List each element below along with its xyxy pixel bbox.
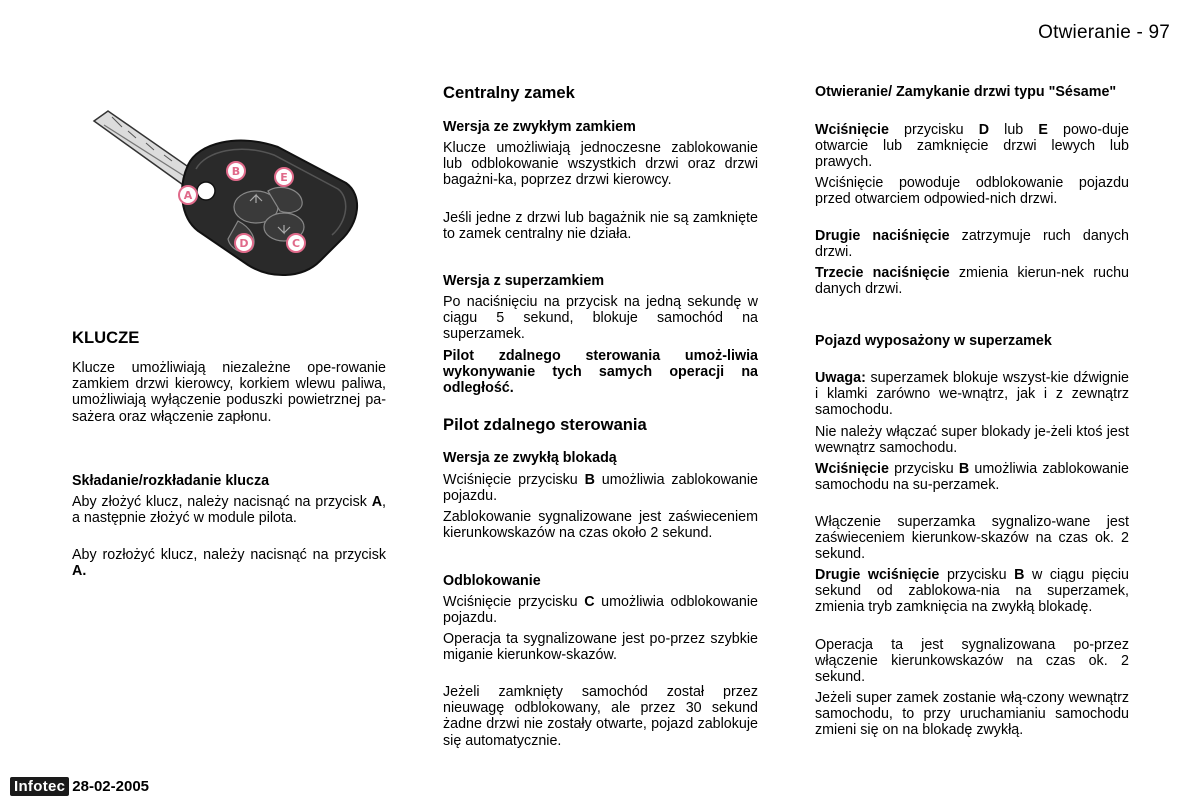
text-run: Wciśnięcie [815,461,889,477]
text-run: Aby rozłożyć klucz, należy nacisnąć na przycisk [72,547,386,563]
text-run: przycisku [939,567,1015,583]
remote-p2: Zablokowanie sygnalizowane jest zaświeceniem kierunkowskazów na czas około 2 sekund. [443,509,758,542]
text-run: przycisku [888,122,979,138]
text-run: zmienia kierun-nek ruchu danych drzwi. [815,265,1129,298]
fold-button-a [197,182,215,200]
remote-p1 [443,472,758,504]
superlock-version-p2: Pilot zdalnego sterowania umoż-liwia wykonywanie tych samych operacji na odległość. [443,348,758,397]
callout-c-letter: C [291,237,301,250]
text-run: Wciśnięcie przycisku [443,594,585,610]
remote-p3 [443,594,758,626]
superlock-equipped-title: Pojazd wyposażony w superzamek [815,333,1052,349]
sesame-p1 [815,122,1129,171]
text-run: umożliwia zablokowanie samochodu na su-perzamek. [815,461,1130,494]
print-date: 28-02-2005 [72,777,150,795]
remote-p5: Jeżeli zamknięty samochód został przez nieuwagę odblokowany, ale przez 30 sekund żadne drzwi nie zostały otwarte, pojazd zablokuje się automatycznie. [443,684,758,749]
text-run: , a następnie złożyć w module pilota. [72,494,386,527]
superlock-p5 [815,567,1129,616]
unlock-title: Odblokowanie [443,573,541,589]
text-run: Drugie naciśnięcie [815,228,950,244]
text-run: umożliwia zablokowanie pojazdu. [443,472,758,505]
callout-e-letter: E [280,171,288,184]
text-run: Aby złożyć klucz, należy nacisnąć na przycisk [72,494,372,510]
superlock-p2: Nie należy włączać super blokady je-żeli ktoś jest wewnątrz samochodu. [815,424,1129,457]
fold-paragraph-1 [72,494,386,526]
superlock-p3 [815,461,1129,493]
button-letter: A. [72,563,87,580]
text-run: lub [989,122,1039,138]
footer [10,776,149,796]
callout-d-letter: D [239,237,249,250]
fold-paragraph-2 [72,547,386,579]
keys-intro: Klucze umożliwiają niezależne ope-rowanie zamkiem drzwi kierowcy, korkiem wlewu paliwa, umożliwiają wyłączenie poduszki powietrznej pa-sażera oraz włączenie zapłonu. [72,360,386,425]
text-run: Trzecie naciśnięcie [815,265,950,281]
sesame-title: Otwieranie/ Zamykanie drzwi typu "Sésame" [815,84,1117,100]
superlock-p7: Jeżeli super zamek zostanie włą-czony wewnątrz samochodu, to przy uruchamianiu samochodu zmieni się on na blokadę zwykłą. [815,690,1129,739]
section-title-remote: Pilot zdalnego sterowania [443,415,647,434]
remote-p4: Operacja ta sygnalizowane jest po-przez szybkie miganie kierunkow-skazów. [443,631,758,664]
text-run: powo-duje otwarcie lub zamknięcie drzwi lewych lub prawych. [815,122,1129,171]
standard-lock-p2: Jeśli jedne z drzwi lub bagażnik nie są zamknięte to zamek centralny nie działa. [443,210,758,243]
button-letter: B [584,472,595,488]
superlock-version-p1: Po naciśnięciu na przycisk na jedną sekundę w ciągu 5 sekund, blokuje samochód na superzamek. [443,294,758,343]
sesame-p4 [815,265,1129,297]
fold-title: Składanie/rozkładanie klucza [72,473,270,489]
text-run: superzamek blokuje wszyst-kie dźwignie i klamki zarówno we-wnątrz, jak i z zewnątrz samochodu. [815,370,1129,419]
standard-lock-title: Wersja ze zwykłym zamkiem [443,119,636,135]
superlock-p1 [815,370,1129,419]
callout-a-letter: A [183,189,193,202]
page-title: Otwieranie - 97 [1038,22,1170,43]
callout-b-letter: B [231,165,241,178]
section-title-keys: KLUCZE [72,328,140,347]
superlock-p6: Operacja ta jest sygnalizowana po-przez włączenie kierunkowskazów na czas ok. 2 sekund. [815,637,1129,686]
text-run: Drugie wciśnięcie [815,567,940,583]
text-run: Uwaga: [815,370,866,386]
key-fob-illustration [88,103,384,281]
publisher-logo: Infotec [10,777,69,796]
key-fob-body [182,141,357,276]
section-title-central-lock: Centralny zamek [443,83,575,102]
button-letter: B [958,461,970,477]
button-letter: E [1038,122,1048,138]
superlock-p4: Włączenie superzamka sygnalizo-wane jest zaświeceniem kierunkow-skazów na czas ok. 2 sekund. [815,514,1129,563]
remote-lock-title: Wersja ze zwykłą blokadą [443,450,617,466]
button-letter: C [584,594,595,610]
sesame-p2: Wciśnięcie powoduje odblokowanie pojazdu przed otwarciem odpowied-nich drzwi. [815,175,1129,208]
text-run: Wciśnięcie przycisku [443,472,585,488]
button-letter: B [1014,567,1025,583]
text-run: Wciśnięcie [815,122,889,138]
button-letter: D [978,122,990,138]
text-run: w ciągu pięciu sekund od zablokowa-nia na superzamek, zmienia tryb zamknięcia na zwykłą blokadę. [815,567,1130,616]
standard-lock-p1: Klucze umożliwiają jednoczesne zablokowanie lub odblokowanie wszystkich drzwi oraz drzwi bagażni-ka, poprzez drzwi kierowcy. [443,140,758,189]
text-run: przycisku [888,461,959,477]
text-run: umożliwia odblokowanie pojazdu. [443,594,758,627]
text-run: zatrzymuje ruch danych drzwi. [815,228,1130,261]
superlock-version-title: Wersja z superzamkiem [443,273,605,289]
sesame-p3 [815,228,1129,260]
button-letter: A [371,494,383,510]
